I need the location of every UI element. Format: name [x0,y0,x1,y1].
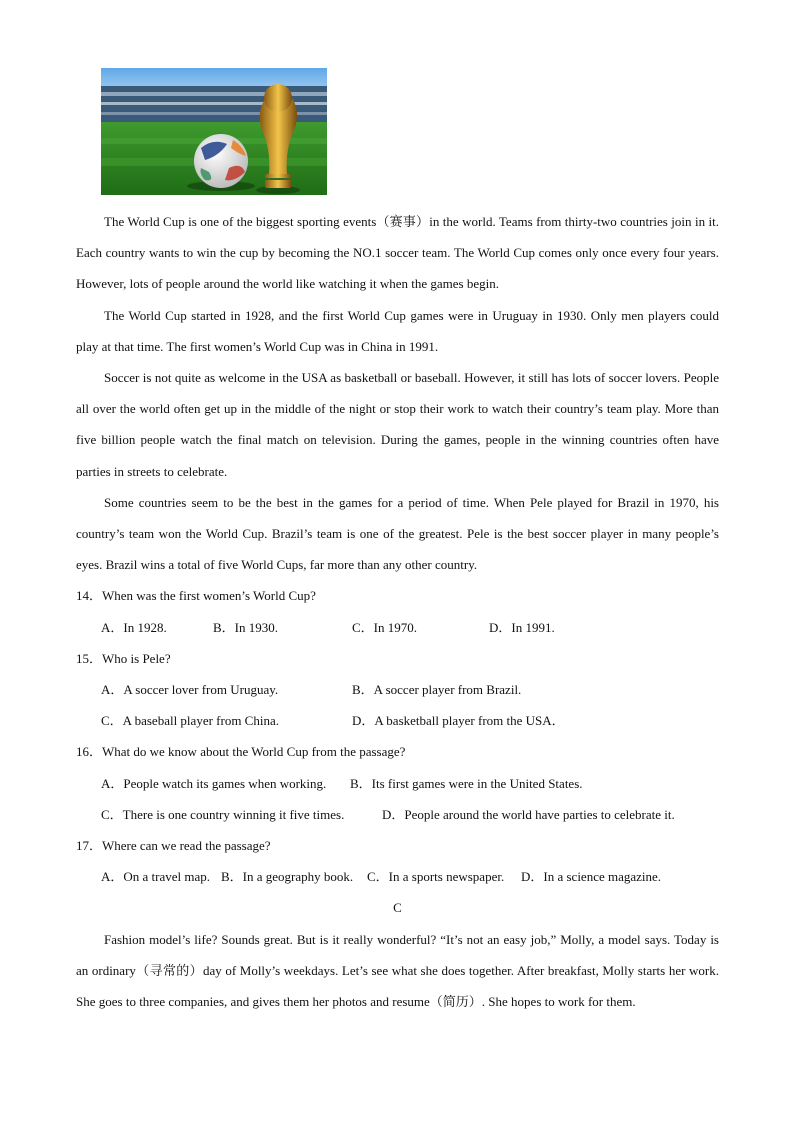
question-14-options [76,612,719,643]
option-d[interactable]: D．A basketball player from the USA． [352,713,565,729]
passage-paragraph: The World Cup started in 1928, and the first World Cup games were in Uruguay in 1930. Only men players could play at that time. The first women’s World Cup was in China in 1991. [76,307,719,354]
option-a[interactable]: A．In 1928. [101,619,167,635]
passage-paragraph: Some countries seem to be the best in the games for a period of time. When Pele played for Brazil in 1970, his country’s team won the World Cup. Brazil’s team is one of the greatest. Pele is the best soccer player in many people’s eyes. Brazil wins a total of five World Cups, far more than any other country. [76,494,719,573]
option-d[interactable]: D．People around the world have parties to celebrate it. [382,806,675,822]
option-d[interactable]: D．In a science magazine. [521,869,662,885]
question-16-options-row2 [76,799,719,830]
section-label: C [393,900,402,916]
passage-paragraph: Fashion model’s life? Sounds great. But is it really wonderful? “It’s not an easy job,” Molly, a model says. Today is an ordinary（寻常的）day of Molly’s weekdays. Let’s see what she does together. After breakfast, Molly starts her work. She goes to three companies, and gives them her photos and resume（简历）. She hopes to work for them. [76,931,719,1009]
option-a[interactable]: A．A soccer lover from Uruguay. [101,682,279,698]
option-c[interactable]: C．In 1970. [352,619,418,635]
option-a[interactable]: A．On a travel map. [101,869,211,885]
question-17-options [76,861,719,892]
question-17: 17．Where can we read the passage? [76,837,271,853]
world-cup-photo [101,68,327,195]
option-a[interactable]: A．People watch its games when working. [101,775,327,791]
reading-section [76,206,719,1017]
option-c[interactable]: C．A baseball player from China. [101,713,279,729]
question-16: 16．What do we know about the World Cup from the passage? [76,744,406,760]
passage-paragraph: Soccer is not quite as welcome in the USA as basketball or baseball. However, it still has lots of soccer lovers. People all over the world often get up in the middle of the night or stop their work to watch their country’s team play. More than five billion people watch the final match on television. During the games, people in the winning countries often have parties in streets to celebrate. [76,370,719,479]
question-15-options-row2 [76,705,719,736]
question-15-options-row1 [76,674,719,705]
question-15: 15．Who is Pele? [76,650,171,666]
question-16-options-row1 [76,768,719,799]
option-b[interactable]: B．Its first games were in the United States. [350,775,583,791]
question-14: 14．When was the first women’s World Cup? [76,588,316,604]
option-b[interactable]: B．A soccer player from Brazil. [352,682,522,698]
option-b[interactable]: B．In a geography book. [221,869,354,885]
option-c[interactable]: C．There is one country winning it five times. [101,806,345,822]
option-c[interactable]: C．In a sports newspaper. [367,869,505,885]
option-b[interactable]: B．In 1930. [213,619,279,635]
option-d[interactable]: D．In 1991. [489,619,555,635]
passage-paragraph: The World Cup is one of the biggest sporting events（赛事）in the world. Teams from thirty-two countries join in it. Each country wants to win the cup by becoming the NO.1 soccer team. The World Cup comes only once every four years. However, lots of people around the world like watching it when the games begin. [76,214,719,292]
